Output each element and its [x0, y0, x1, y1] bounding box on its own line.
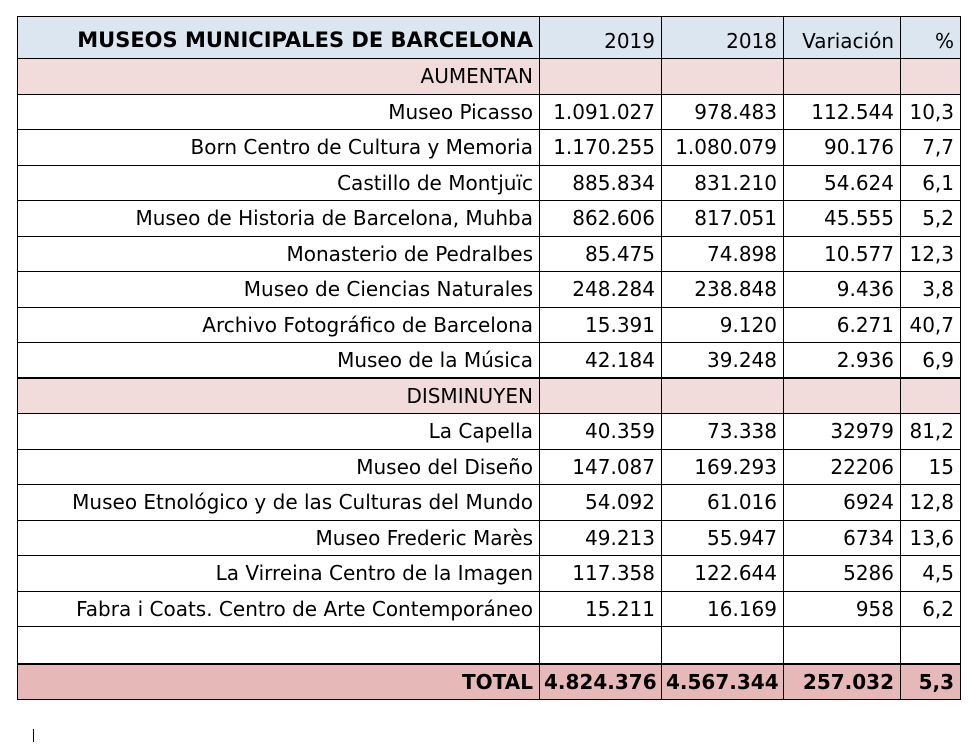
- empty-cell: [901, 378, 961, 414]
- empty-cell: [784, 378, 901, 414]
- header-2018: 2018: [662, 17, 784, 59]
- table-row: [18, 591, 961, 627]
- visitors-2018-cell: 978.483: [662, 94, 784, 130]
- visitors-2018-cell: 74.898: [662, 236, 784, 272]
- variation-cell: 6924: [784, 485, 901, 521]
- section-row-aumentan: [18, 59, 961, 95]
- museum-name-cell: Archivo Fotográfico de Barcelona: [18, 307, 540, 343]
- empty-cell: [662, 378, 784, 414]
- visitors-2018-cell: 122.644: [662, 556, 784, 592]
- table-row: [18, 236, 961, 272]
- museum-name-cell: La Virreina Centro de la Imagen: [18, 556, 540, 592]
- total-percent: 5,3: [901, 664, 961, 700]
- museum-name-cell: Museo Etnológico y de las Culturas del Mundo: [18, 485, 540, 521]
- percent-cell: 13,6: [901, 520, 961, 556]
- variation-cell: 10.577: [784, 236, 901, 272]
- empty-cell: [784, 59, 901, 95]
- total-variation: 257.032: [784, 664, 901, 700]
- variation-cell: 45.555: [784, 201, 901, 237]
- visitors-2019-cell: 42.184: [540, 343, 662, 379]
- blank-row: [18, 627, 961, 664]
- visitors-2018-cell: 1.080.079: [662, 130, 784, 166]
- variation-cell: 90.176: [784, 130, 901, 166]
- visitors-2019-cell: 40.359: [540, 414, 662, 450]
- museum-name-cell: Museo de Historia de Barcelona, Muhba: [18, 201, 540, 237]
- visitors-2018-cell: 39.248: [662, 343, 784, 379]
- table-row: [18, 130, 961, 166]
- museum-name-cell: La Capella: [18, 414, 540, 450]
- table-row: [18, 201, 961, 237]
- table-row: [18, 165, 961, 201]
- empty-cell: [18, 627, 540, 664]
- percent-cell: 15: [901, 449, 961, 485]
- visitors-2018-cell: 9.120: [662, 307, 784, 343]
- total-row: [18, 664, 961, 700]
- table-row: [18, 94, 961, 130]
- percent-cell: 12,8: [901, 485, 961, 521]
- text-cursor: [33, 729, 34, 742]
- visitors-2019-cell: 885.834: [540, 165, 662, 201]
- visitors-2019-cell: 54.092: [540, 485, 662, 521]
- visitors-2019-cell: 147.087: [540, 449, 662, 485]
- table-row: [18, 520, 961, 556]
- museum-name-cell: Fabra i Coats. Centro de Arte Contemporáneo: [18, 591, 540, 627]
- museum-name-cell: Museo de Ciencias Naturales: [18, 272, 540, 308]
- visitors-2019-cell: 1.091.027: [540, 94, 662, 130]
- visitors-2019-cell: 1.170.255: [540, 130, 662, 166]
- museum-name-cell: Monasterio de Pedralbes: [18, 236, 540, 272]
- museum-name-cell: Museo de la Música: [18, 343, 540, 379]
- percent-cell: 7,7: [901, 130, 961, 166]
- visitors-2019-cell: 862.606: [540, 201, 662, 237]
- visitors-2019-cell: 248.284: [540, 272, 662, 308]
- table-title: MUSEOS MUNICIPALES DE BARCELONA: [18, 17, 540, 59]
- variation-cell: 5286: [784, 556, 901, 592]
- section-label-disminuyen: DISMINUYEN: [18, 378, 540, 414]
- percent-cell: 40,7: [901, 307, 961, 343]
- visitors-2018-cell: 61.016: [662, 485, 784, 521]
- visitors-2018-cell: 169.293: [662, 449, 784, 485]
- visitors-2018-cell: 831.210: [662, 165, 784, 201]
- empty-cell: [540, 59, 662, 95]
- museum-name-cell: Museo Picasso: [18, 94, 540, 130]
- percent-cell: 81,2: [901, 414, 961, 450]
- visitors-2019-cell: 15.391: [540, 307, 662, 343]
- variation-cell: 9.436: [784, 272, 901, 308]
- table-row: [18, 556, 961, 592]
- header-row: [18, 17, 961, 59]
- section-label-aumentan: AUMENTAN: [18, 59, 540, 95]
- percent-cell: 5,2: [901, 201, 961, 237]
- variation-cell: 22206: [784, 449, 901, 485]
- header-2019: 2019: [540, 17, 662, 59]
- visitors-2019-cell: 49.213: [540, 520, 662, 556]
- variation-cell: 2.936: [784, 343, 901, 379]
- empty-cell: [901, 627, 961, 664]
- museum-name-cell: Museo Frederic Marès: [18, 520, 540, 556]
- variation-cell: 958: [784, 591, 901, 627]
- variation-cell: 6.271: [784, 307, 901, 343]
- visitors-2018-cell: 73.338: [662, 414, 784, 450]
- table-row: [18, 485, 961, 521]
- table-row: [18, 343, 961, 379]
- percent-cell: 10,3: [901, 94, 961, 130]
- table-row: [18, 449, 961, 485]
- percent-cell: 12,3: [901, 236, 961, 272]
- empty-cell: [784, 627, 901, 664]
- visitors-2018-cell: 16.169: [662, 591, 784, 627]
- visitors-2018-cell: 817.051: [662, 201, 784, 237]
- empty-cell: [540, 627, 662, 664]
- empty-cell: [662, 59, 784, 95]
- table-row: [18, 307, 961, 343]
- visitors-2019-cell: 85.475: [540, 236, 662, 272]
- header-percent: %: [901, 17, 961, 59]
- empty-cell: [662, 627, 784, 664]
- empty-cell: [901, 59, 961, 95]
- visitors-2018-cell: 55.947: [662, 520, 784, 556]
- section-row-disminuyen: [18, 378, 961, 414]
- museum-name-cell: Castillo de Montjuïc: [18, 165, 540, 201]
- percent-cell: 6,2: [901, 591, 961, 627]
- header-variacion: Variación: [784, 17, 901, 59]
- variation-cell: 32979: [784, 414, 901, 450]
- percent-cell: 6,9: [901, 343, 961, 379]
- percent-cell: 6,1: [901, 165, 961, 201]
- variation-cell: 112.544: [784, 94, 901, 130]
- visitors-2019-cell: 117.358: [540, 556, 662, 592]
- total-2018: 4.567.344: [662, 664, 784, 700]
- variation-cell: 54.624: [784, 165, 901, 201]
- table-row: [18, 414, 961, 450]
- total-2019: 4.824.376: [540, 664, 662, 700]
- museos-table: [17, 16, 961, 700]
- table-row: [18, 272, 961, 308]
- percent-cell: 3,8: [901, 272, 961, 308]
- total-label: TOTAL: [18, 664, 540, 700]
- percent-cell: 4,5: [901, 556, 961, 592]
- museum-name-cell: Born Centro de Cultura y Memoria: [18, 130, 540, 166]
- variation-cell: 6734: [784, 520, 901, 556]
- empty-cell: [540, 378, 662, 414]
- museum-name-cell: Museo del Diseño: [18, 449, 540, 485]
- visitors-2018-cell: 238.848: [662, 272, 784, 308]
- visitors-2019-cell: 15.211: [540, 591, 662, 627]
